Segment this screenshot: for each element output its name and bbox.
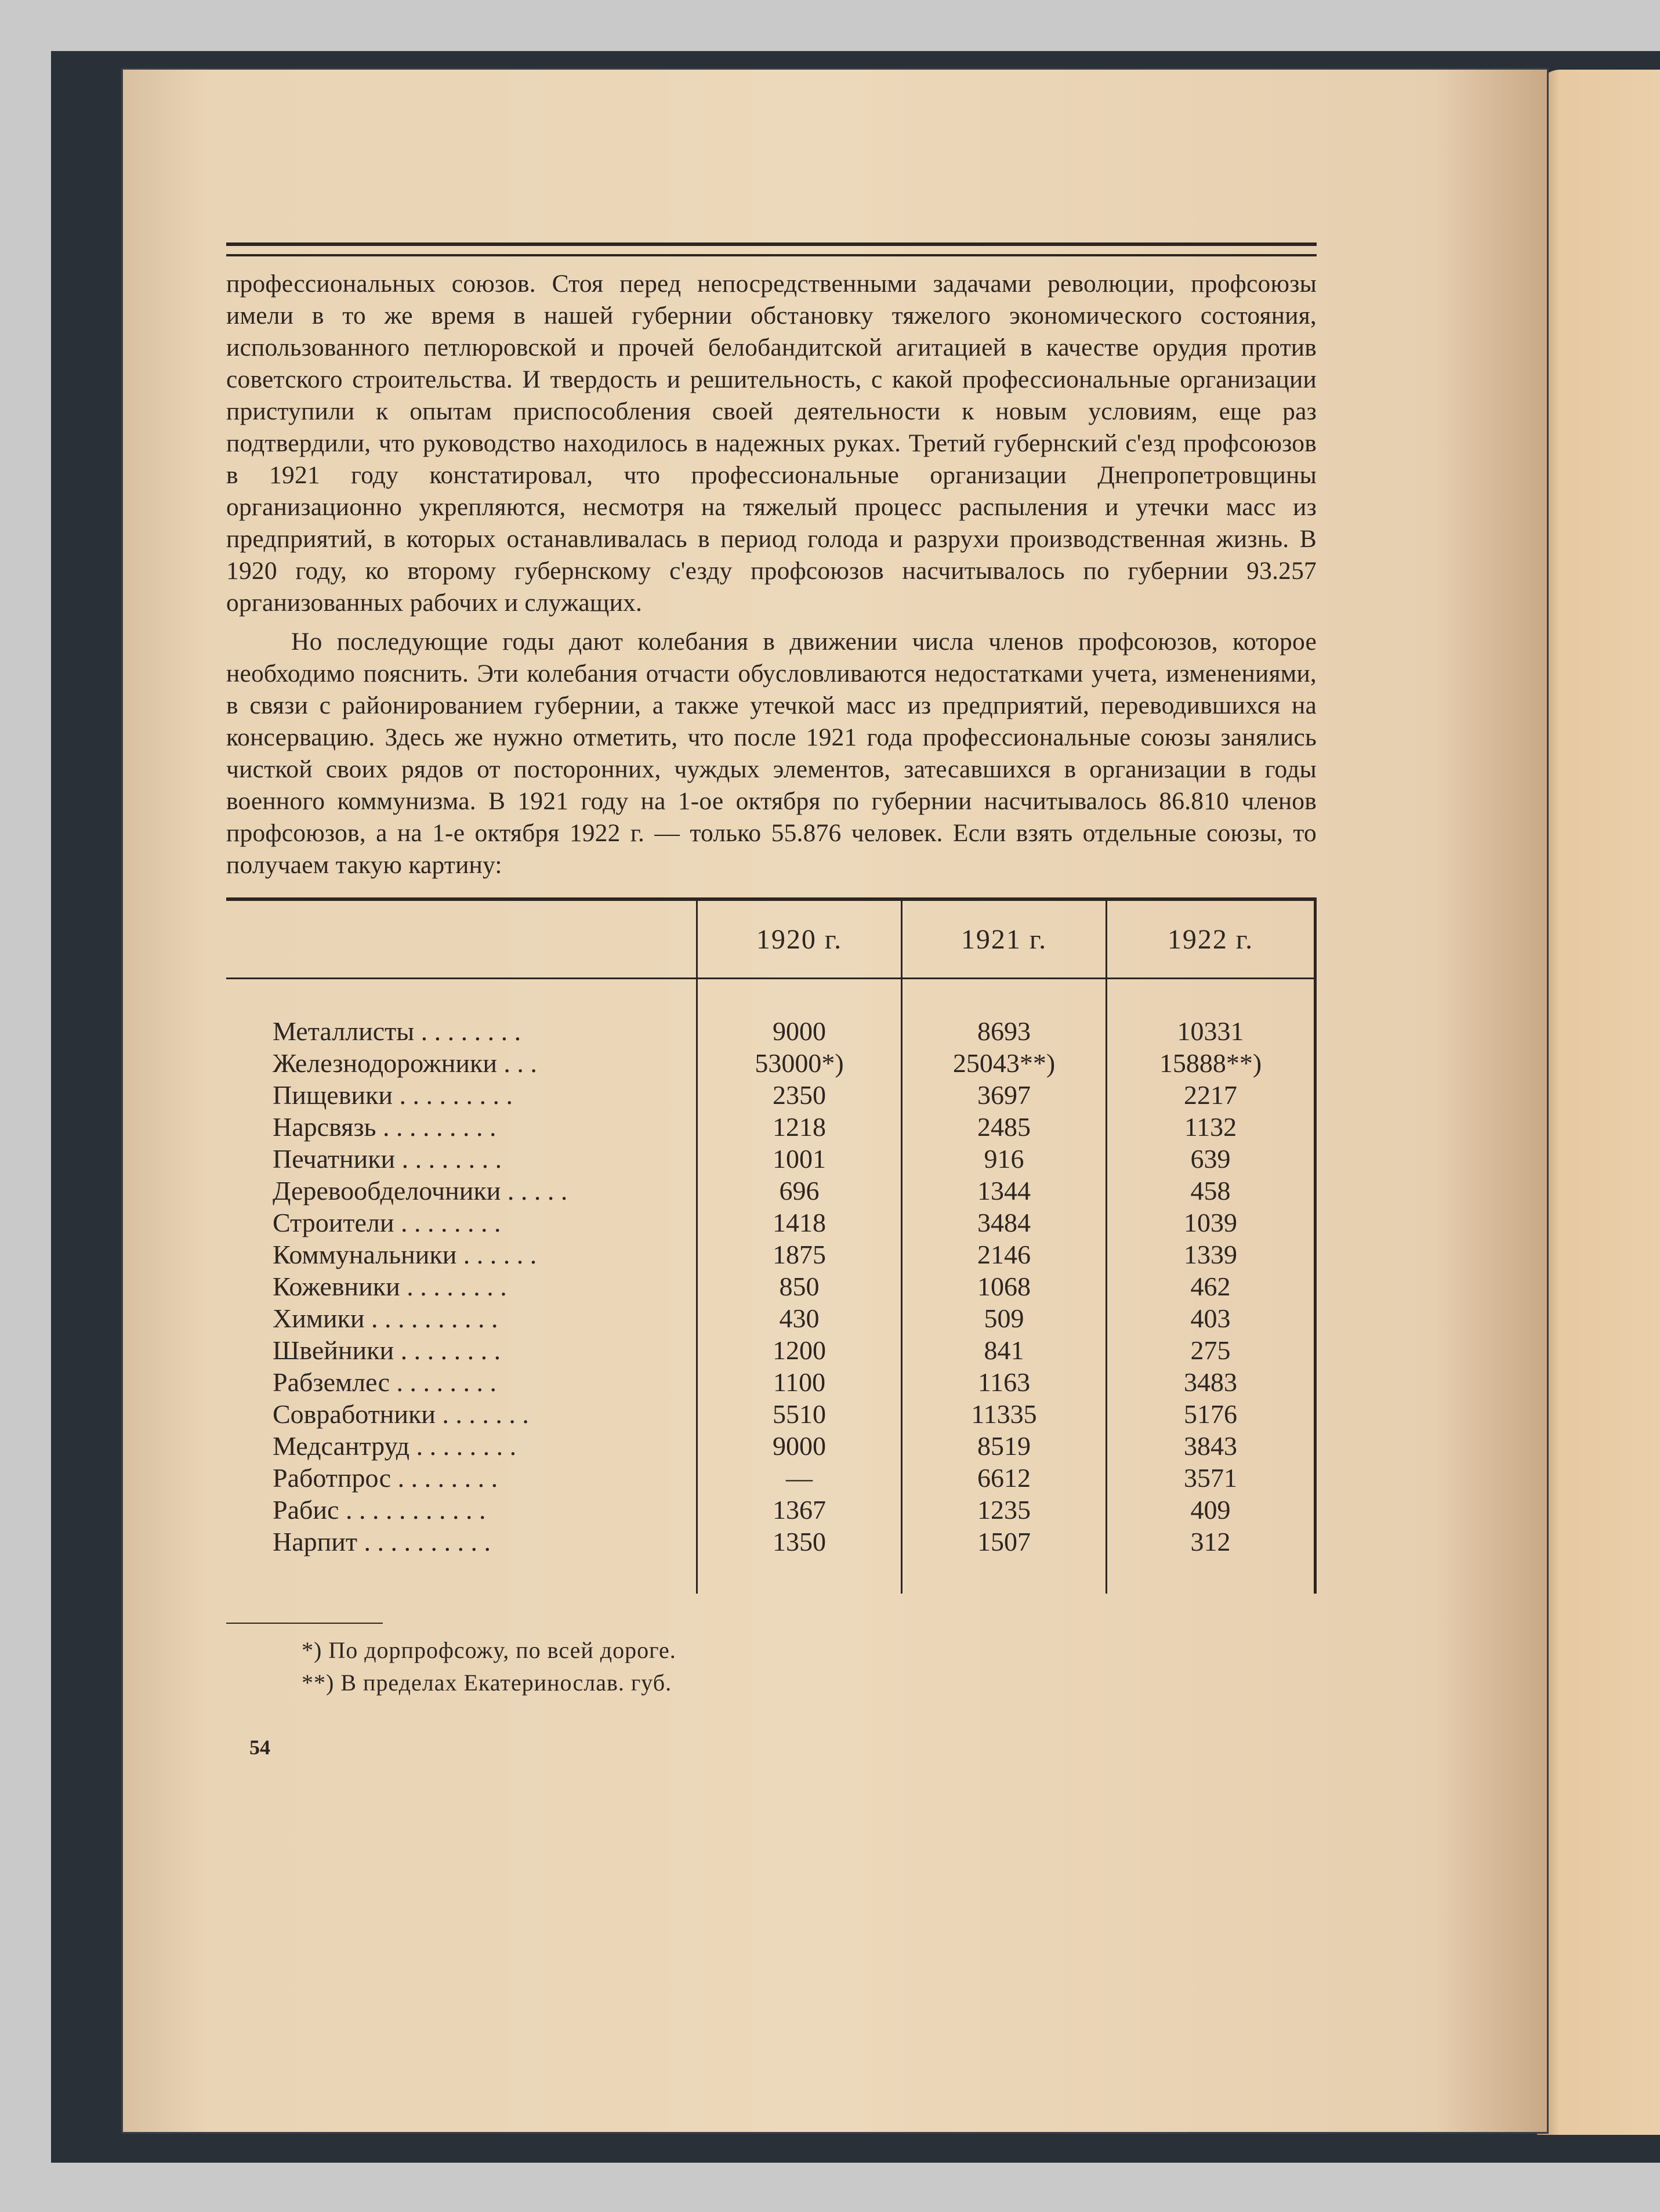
value-1920: 1367: [697, 1494, 902, 1526]
value-1920: 53000*): [697, 1047, 902, 1079]
value-1922: 3571: [1107, 1462, 1315, 1494]
value-1921: 1163: [902, 1366, 1107, 1398]
paragraph-2: Но последующие годы дают колебания в движении числа членов профсоюзов, которое необходимо пояснить. Эти колебания отчасти обусловливаются недостатками учета, изменениями, в связи с районированием губернии, а также утечкой масс из предприятий, переводившихся на консервацию. Здесь же нужно отметить, что после 1921 года профессиональные союзы занялись чисткой своих рядов от посторонних, чуждых элементов, затесавшихся в организации в годы военного коммунизма. В 1921 году на 1-ое октября по губернии насчитывалось 86.810 членов профсоюзов, а на 1-е октября 1922 г. — только 55.876 человек. Если взять отдельные союзы, то получаем такую картину:: [226, 628, 1317, 879]
table-row: [226, 1302, 1315, 1334]
union-name: Рабис . . . . . . . . . . .: [273, 1495, 486, 1525]
value-1921: 11335: [902, 1398, 1107, 1430]
value-1922: 2217: [1107, 1079, 1315, 1111]
union-name: Кожевники . . . . . . . .: [273, 1272, 507, 1301]
union-membership-table: [226, 897, 1317, 1594]
value-1922: 10331: [1107, 1015, 1315, 1047]
header-empty-cell: [226, 899, 697, 979]
value-1920: 1875: [697, 1239, 902, 1270]
page-content: [226, 168, 1317, 1760]
value-1922: 312: [1107, 1526, 1315, 1558]
header-rule-thin: [226, 254, 1317, 256]
value-1921: 841: [902, 1334, 1107, 1366]
value-1922: 1132: [1107, 1111, 1315, 1143]
union-name: Железнодорожники . . .: [273, 1048, 537, 1078]
page-number: 54: [249, 1736, 270, 1759]
value-1921: 2146: [902, 1239, 1107, 1270]
table-row: [226, 1270, 1315, 1302]
value-1922: 15888**): [1107, 1047, 1315, 1079]
table-row: [226, 1526, 1315, 1558]
table-row: [226, 1143, 1315, 1175]
value-1921: 6612: [902, 1462, 1107, 1494]
table-row: [226, 1494, 1315, 1526]
value-1921: 509: [902, 1302, 1107, 1334]
value-1922: 3843: [1107, 1430, 1315, 1462]
value-1922: 275: [1107, 1334, 1315, 1366]
value-1920: 9000: [697, 1015, 902, 1047]
table-row: [226, 1207, 1315, 1239]
union-name: Пищевики . . . . . . . . .: [273, 1080, 513, 1110]
value-1922: 3483: [1107, 1366, 1315, 1398]
value-1922: 403: [1107, 1302, 1315, 1334]
table-row: [226, 1079, 1315, 1111]
value-1920: 9000: [697, 1430, 902, 1462]
value-1920: 850: [697, 1270, 902, 1302]
union-name: Коммунальники . . . . . .: [273, 1240, 537, 1269]
value-1921: 3697: [902, 1079, 1107, 1111]
table-row: [226, 1462, 1315, 1494]
table-header-row: [226, 899, 1315, 979]
value-1920: 1001: [697, 1143, 902, 1175]
union-name: Рабземлес . . . . . . . .: [273, 1367, 497, 1397]
value-1921: 3484: [902, 1207, 1107, 1239]
paragraph-1: профессиональных союзов. Стоя перед непосредственными задачами революции, профсоюзы имели в то же время в нашей губернии обстановку тяжелого экономического состояния, использованного петлюровской и прочей белобандитской агитацией в качестве орудия против советского строительства. И твердость и решительность, с какой профессиональные организации приступили к опытам приспособления своей деятельности к новым условиям, еще раз подтвердили, что руководство находилось в надежных руках. Третий губернский с'езд профсоюзов в 1921 году констатировал, что профессиональные организации Днепропетровщины организационно укрепляются, несмотря на тяжелый процесс распыления и утечки масс из предприятий, в которых останавливалась в период голода и разрухи производственная жизнь. В 1920 году, ко второму губернскому с'езду профсоюзов насчитывалось по губернии 93.257 организованных рабочих и служащих.: [226, 270, 1317, 617]
header-rule: [226, 242, 1317, 246]
header-1922: 1922 г.: [1107, 899, 1315, 979]
union-name: Медсантруд . . . . . . . .: [273, 1431, 517, 1461]
footnote-1: *) По дорпрофсожу, по всей дороге.: [302, 1637, 676, 1663]
table-row: [226, 1239, 1315, 1270]
union-name: Швейники . . . . . . . .: [273, 1335, 501, 1365]
table-spacer: [226, 979, 1315, 1016]
table-row: [226, 1430, 1315, 1462]
union-name: Деревообделочники . . . . .: [273, 1176, 568, 1205]
table-row: [226, 1334, 1315, 1366]
value-1921: 1507: [902, 1526, 1107, 1558]
union-name: Работпрос . . . . . . . .: [273, 1463, 498, 1493]
value-1921: 1068: [902, 1270, 1107, 1302]
value-1921: 1344: [902, 1175, 1107, 1207]
value-1920: 1350: [697, 1526, 902, 1558]
value-1920: —: [697, 1462, 902, 1494]
table-row: [226, 1366, 1315, 1398]
table-row: [226, 1398, 1315, 1430]
value-1920: 1100: [697, 1366, 902, 1398]
facing-page-edge: [1537, 70, 1660, 2135]
value-1920: 1218: [697, 1111, 902, 1143]
header-1921: 1921 г.: [902, 899, 1107, 979]
value-1922: 639: [1107, 1143, 1315, 1175]
value-1922: 409: [1107, 1494, 1315, 1526]
value-1920: 5510: [697, 1398, 902, 1430]
value-1921: 8519: [902, 1430, 1107, 1462]
table-row: [226, 1015, 1315, 1047]
union-name: Металлисты . . . . . . . .: [273, 1016, 521, 1046]
header-1920: 1920 г.: [697, 899, 902, 979]
value-1920: 1418: [697, 1207, 902, 1239]
value-1920: 430: [697, 1302, 902, 1334]
value-1921: 25043**): [902, 1047, 1107, 1079]
value-1922: 462: [1107, 1270, 1315, 1302]
value-1920: 696: [697, 1175, 902, 1207]
union-name: Строители . . . . . . . .: [273, 1208, 501, 1237]
value-1920: 2350: [697, 1079, 902, 1111]
union-name: Нарпит . . . . . . . . . .: [273, 1527, 491, 1556]
table-row: [226, 1175, 1315, 1207]
value-1922: 1039: [1107, 1207, 1315, 1239]
value-1921: 8693: [902, 1015, 1107, 1047]
union-name: Химики . . . . . . . . . .: [273, 1304, 498, 1333]
table-row: [226, 1047, 1315, 1079]
footnote-rule: [226, 1623, 383, 1624]
value-1922: 458: [1107, 1175, 1315, 1207]
value-1920: 1200: [697, 1334, 902, 1366]
value-1921: 916: [902, 1143, 1107, 1175]
table-spacer: [226, 1558, 1315, 1594]
value-1921: 2485: [902, 1111, 1107, 1143]
value-1922: 5176: [1107, 1398, 1315, 1430]
union-name: Печатники . . . . . . . .: [273, 1144, 502, 1174]
union-name: Совработники . . . . . . .: [273, 1399, 529, 1429]
value-1921: 1235: [902, 1494, 1107, 1526]
footnote-2: **) В пределах Екатеринослав. губ.: [302, 1670, 672, 1696]
value-1922: 1339: [1107, 1239, 1315, 1270]
table-row: [226, 1111, 1315, 1143]
union-name: Нарсвязь . . . . . . . . .: [273, 1112, 496, 1142]
